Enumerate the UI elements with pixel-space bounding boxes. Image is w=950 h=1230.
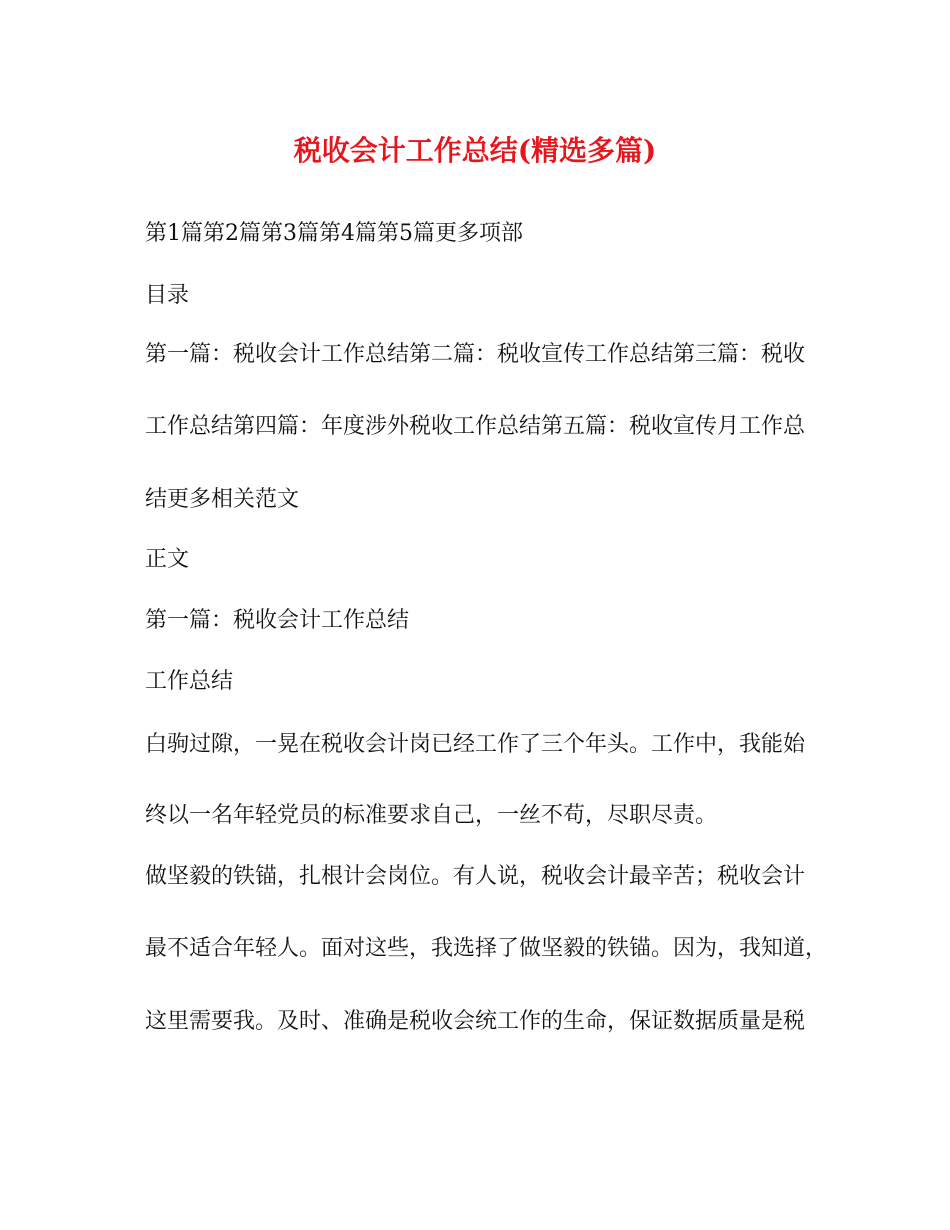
subsection-heading: 工作总结 xyxy=(145,669,234,694)
paragraph-line: 这里需要我。及时、准确是税收会统工作的生命，保证数据质量是税 xyxy=(145,1009,806,1034)
article-nav-links[interactable]: 第1篇第2篇第3篇第4篇第5篇更多项部 xyxy=(145,221,523,246)
body-heading: 正文 xyxy=(145,547,190,572)
toc-heading: 目录 xyxy=(145,283,190,308)
paragraph-line: 做坚毅的铁锚，扎根计会岗位。有人说，税收会计最辛苦；税收会计 xyxy=(145,864,806,889)
document-title: 税收会计工作总结(精选多篇) xyxy=(293,134,657,167)
paragraph-line: 白驹过隙，一晃在税收会计岗已经工作了三个年头。工作中，我能始 xyxy=(145,732,806,757)
section-heading: 第一篇：税收会计工作总结 xyxy=(145,608,410,633)
toc-line: 第一篇：税收会计工作总结第二篇：税收宣传工作总结第三篇：税收 xyxy=(145,342,806,367)
toc-line: 工作总结第四篇：年度涉外税收工作总结第五篇：税收宣传月工作总 xyxy=(145,414,806,439)
toc-line: 结更多相关范文 xyxy=(145,487,300,512)
paragraph-line: 终以一名年轻党员的标准要求自己，一丝不苟，尽职尽责。 xyxy=(145,803,718,828)
paragraph-line: 最不适合年轻人。面对这些，我选择了做坚毅的铁锚。因为，我知道， xyxy=(145,936,828,961)
